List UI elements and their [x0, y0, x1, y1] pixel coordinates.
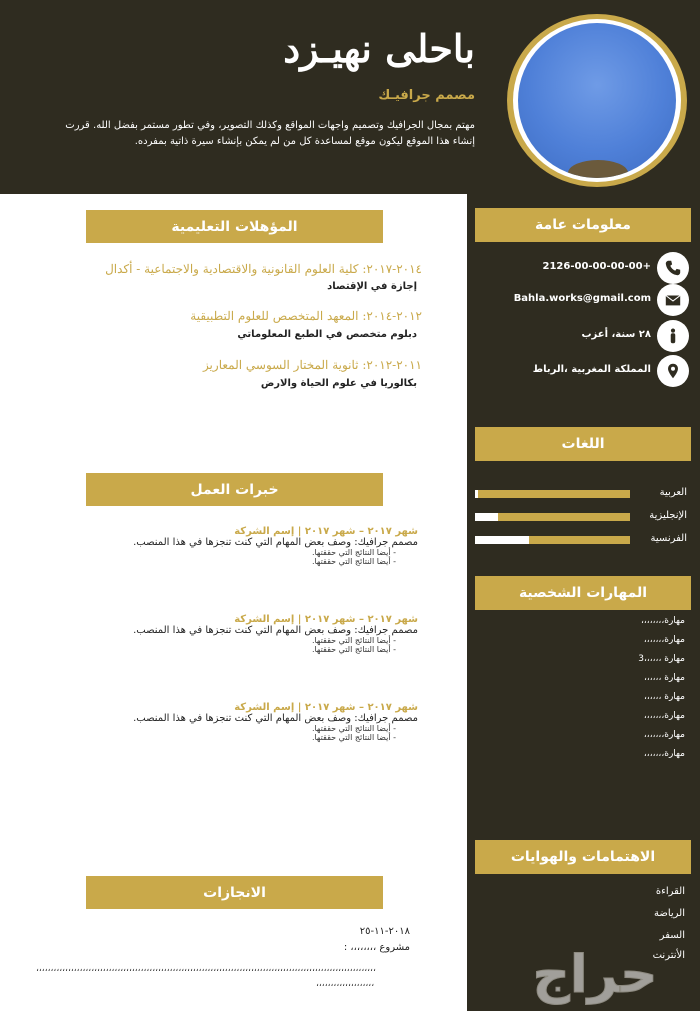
person-name: باحلى نهيـزد [283, 26, 475, 71]
language-fill [475, 536, 529, 544]
experience-item [88, 702, 418, 742]
experience-item-bullet: - أيضا النتائج التي حققتها. [311, 636, 396, 645]
language-fill [475, 513, 498, 521]
watermark-logo [500, 940, 690, 1006]
intro-line-1: مهتم بمجال الجرافيك وتصميم واجهات المواقع وكذلك التصوير، وفي تطور مستمر بفضل الله. قررت [65, 120, 475, 131]
achievement-dots-line: ،،،،،،،،،،،،،،،،،،،، [316, 979, 375, 989]
language-fill [475, 490, 478, 498]
hobby-item: الرياضة [653, 908, 685, 919]
skill-item: مهارة،،،،،،، [643, 730, 685, 740]
education-item-degree: دبلوم متخصص في الطبع المعلوماتي [237, 329, 417, 340]
experience-item-desc: مصمم جرافيك: وصف بعض المهام التي كنت تنجزها في هذا المنصب. [133, 625, 418, 636]
contact-email [475, 284, 691, 320]
education-heading: المؤهلات التعليمية [86, 210, 383, 243]
experience-item-desc: مصمم جرافيك: وصف بعض المهام التي كنت تنجزها في هذا المنصب. [133, 537, 418, 548]
experience-item [88, 614, 418, 654]
education-item-degree: بكالوريا في علوم الحياة والارض [260, 378, 417, 389]
avatar [518, 23, 676, 178]
achievement-dots-line: ،،،،،،،،،،،،،،،،،،،،،،،،،،،،،،،،،،،،،،،،،،،،،،،،،،،،،،،،،،،،،،،،،،،،،،،،،،،،،،،،،،،،،،،،،،،،،،،،،،،،،،،،،،،،،،،،،،،،، [36, 964, 376, 974]
experience-item-bullet: - أيضا النتائج التي حققتها. [311, 724, 396, 733]
achievement-project: مشروع ،،،،،،،، : [343, 942, 410, 953]
avatar-hair [568, 160, 628, 178]
intro-line-2: إنشاء هذا الموقع ليكون موقع لمساعدة كل من لم يمكن بإنشاء سيرة ذاتية بمفرده. [134, 136, 475, 147]
skill-item: مهارة ،،،،،،3 [638, 654, 685, 664]
hobby-item: السفر [659, 930, 685, 941]
hobby-item: القراءة [655, 886, 685, 897]
education-item-title: ٢٠١٢-٢٠١٤: المعهد المتخصص للعلوم التطبيقية [190, 309, 422, 323]
achievements-heading: الانجازات [86, 876, 383, 909]
language-bar [475, 513, 630, 521]
watermark-text: حراج [532, 945, 658, 1005]
language-bar [475, 490, 630, 498]
experience-item-head: شهر ٢٠١٧ – شهر ٢٠١٧ | إسم الشركة [234, 614, 418, 625]
language-label: الإنجليزية [649, 510, 687, 521]
hobby-item: الأنترنت [652, 950, 685, 961]
language-bar [475, 536, 630, 544]
location-pin-icon [657, 355, 689, 387]
contact-phone-text: +2126-00-00-00-00 [542, 261, 651, 272]
job-title: مصمم جرافيـك [378, 88, 475, 103]
contact-age [475, 320, 691, 356]
skills-heading: المهارات الشخصية [475, 576, 691, 610]
experience-item-bullet: - أيضا النتائج التي حققتها. [311, 548, 396, 557]
education-item-degree: إجازة في الإقتصاد [327, 281, 417, 292]
language-row [475, 487, 691, 501]
contact-phone [475, 252, 691, 288]
languages-heading: اللغات [475, 427, 691, 461]
skill-item: مهارة ،،،،،، [643, 692, 685, 702]
experience-item-bullet: - أيضا النتائج التي حققتها. [311, 557, 396, 566]
contact-age-text: ٢٨ سنة، أعزب [581, 329, 651, 340]
skill-item: مهارة ،،،،،، [643, 673, 685, 683]
contact-email-text: Bahla.works@gmail.com [513, 293, 651, 304]
contact-location-text: المملكة المغربية ،الرباط [532, 364, 651, 375]
experience-item-bullet: - أيضا النتائج التي حققتها. [311, 645, 396, 654]
achievement-date: ٢٠١٨-١١-٢٥ [359, 926, 410, 937]
experience-item-desc: مصمم جرافيك: وصف بعض المهام التي كنت تنجزها في هذا المنصب. [133, 713, 418, 724]
skill-item: مهارة،،،،،،،، [640, 616, 685, 626]
language-row [475, 533, 691, 547]
general-info-heading: معلومات عامة [475, 208, 691, 242]
person-icon [657, 320, 689, 352]
experience-item-head: شهر ٢٠١٧ – شهر ٢٠١٧ | إسم الشركة [234, 526, 418, 537]
language-row [475, 510, 691, 524]
phone-icon [657, 252, 689, 284]
experience-heading: خبرات العمل [86, 473, 383, 506]
education-item-title: ٢٠١١-٢٠١٢: ثانوية المختار السوسي المعاريز [202, 358, 422, 372]
envelope-icon [657, 284, 689, 316]
skill-item: مهارة،،،،،،، [643, 711, 685, 721]
skill-item: مهارة،،،،،،، [643, 635, 685, 645]
experience-item [88, 526, 418, 566]
hobbies-heading: الاهتمامات والهوايات [475, 840, 691, 874]
intro-text [5, 118, 475, 150]
language-label: العربية [659, 487, 687, 498]
skill-item: مهارة،،،،،،، [643, 749, 685, 759]
experience-item-bullet: - أيضا النتائج التي حققتها. [311, 733, 396, 742]
contact-location [475, 355, 691, 391]
experience-item-head: شهر ٢٠١٧ – شهر ٢٠١٧ | إسم الشركة [234, 702, 418, 713]
language-label: الفرنسية [650, 533, 687, 544]
education-item-title: ٢٠١٤-٢٠١٧: كلية العلوم القانونية والاقتصادية والاجتماعية - أكدال [105, 262, 422, 276]
